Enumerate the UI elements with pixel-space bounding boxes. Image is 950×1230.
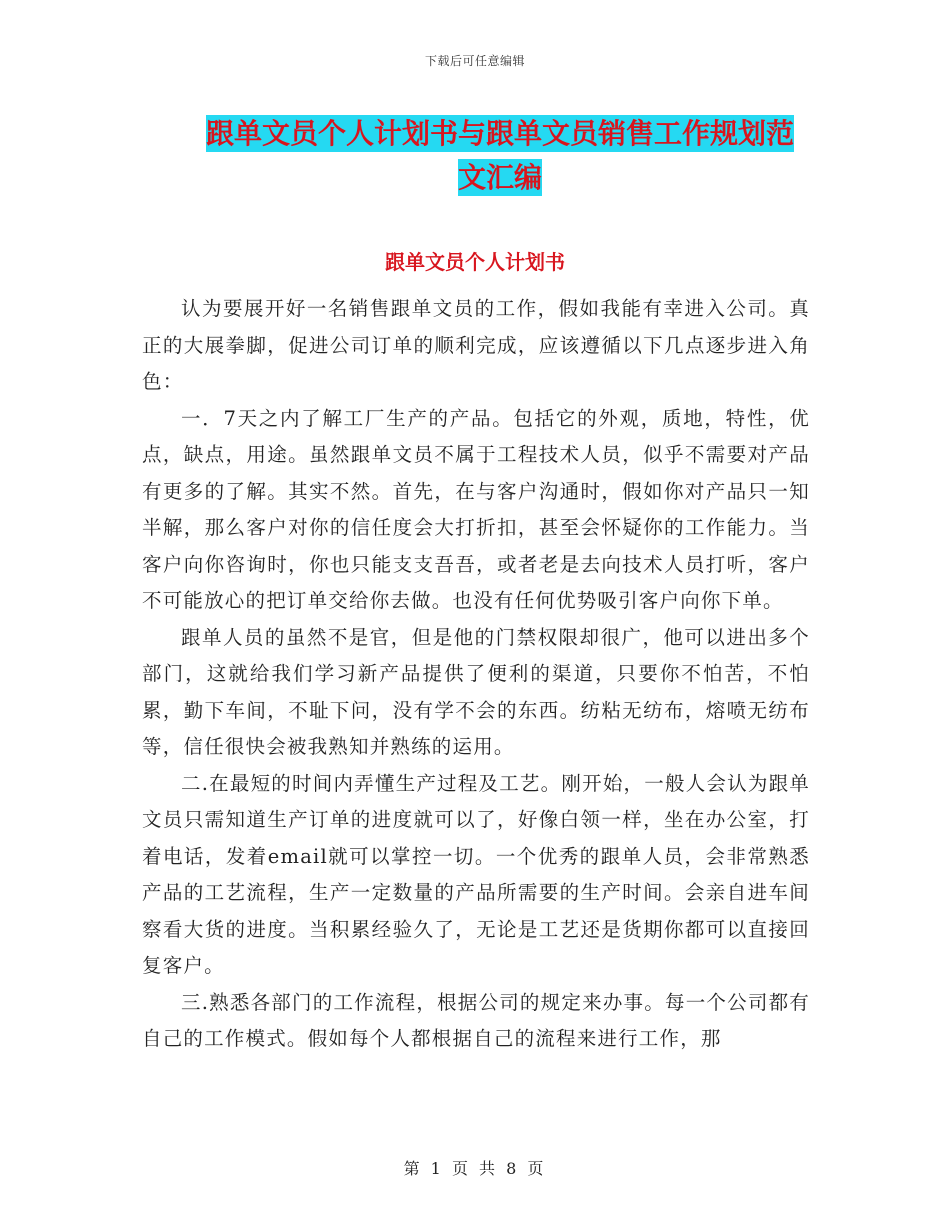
paragraph: 三.熟悉各部门的工作流程，根据公司的规定来办事。每一个公司都有自己的工作模式。假如每个人都根据自己的流程来进行工作，那 (142, 990, 810, 1050)
paragraph: 认为要展开好一名销售跟单文员的工作，假如我能有幸进入公司。真正的大展拳脚，促进公司订单的顺利完成，应该遵循以下几点逐步进入角色： (142, 297, 810, 393)
paragraph: 跟单人员的虽然不是官，但是他的门禁权限却很广，他可以进出多个部门，这就给我们学习新产品提供了便利的渠道，只要你不怕苦，不怕累，勤下车间，不耻下问，没有学不会的东西。纺粘无纺布，熔喷无纺布等，信任很快会被我熟知并熟练的运用。 (142, 625, 810, 758)
page-header-note: 下载后可任意编辑 (424, 54, 525, 68)
document-body (142, 291, 810, 1058)
paragraph: 一．7天之内了解工厂生产的产品。包括它的外观，质地，特性，优点，缺点，用途。虽然跟单文员不属于工程技术人员，似乎不需要对产品有更多的了解。其实不然。首先，在与客户沟通时，假如你对产品只一知半解，那么客户对你的信任度会大打折扣，甚至会怀疑你的工作能力。当客户向你咨询时，你也只能支支吾吾，或者老是去向技术人员打听，客户不可能放心的把订单交给你去做。也没有任何优势吸引客户向你下单。 (142, 406, 810, 612)
section-title: 跟单文员个人计划书 (385, 250, 565, 274)
page-number-footer: 第 1 页 共 8 页 (403, 1159, 547, 1178)
document-title-text: 跟单文员个人计划书与跟单文员销售工作规划范文汇编 (205, 117, 794, 194)
document-title (195, 112, 805, 200)
paragraph: 二.在最短的时间内弄懂生产过程及工艺。刚开始，一般人会认为跟单文员只需知道生产订单的进度就可以了，好像白领一样，坐在办公室，打着电话，发着email就可以掌控一切。一个优秀的跟单人员，会非常熟悉产品的工艺流程，生产一定数量的产品所需要的生产时间。会亲自进车间察看大货的进度。当积累经验久了，无论是工艺还是货期你都可以直接回复客户。 (142, 771, 810, 977)
